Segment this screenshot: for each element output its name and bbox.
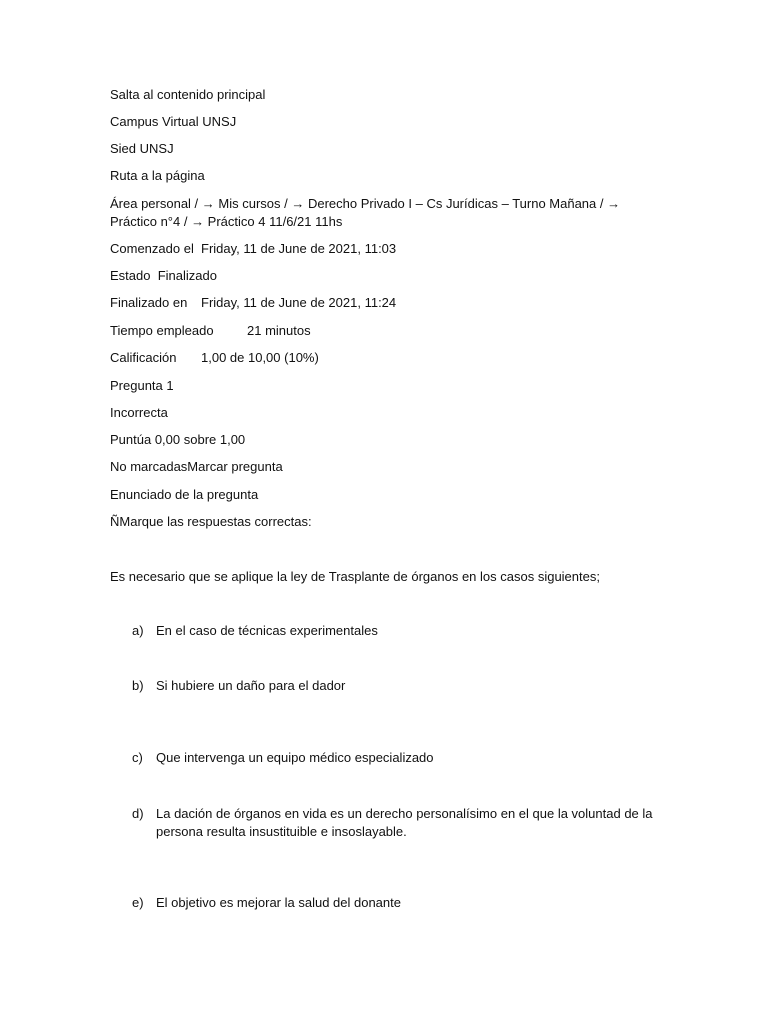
- summary-row-started: [110, 240, 510, 258]
- option-text: La dación de órganos en vida es un derecho personalísimo en el que la voluntad de la persona resulta insustituible e insoslayable.: [156, 806, 653, 839]
- question-stem: Es necesario que se aplique la ley de Trasplante de órganos en los casos siguientes;: [110, 569, 600, 584]
- skip-to-content-link[interactable]: Salta al contenido principal: [110, 87, 266, 102]
- summary-value: Friday, 11 de June de 2021, 11:24: [201, 295, 397, 310]
- breadcrumb-heading: Ruta a la página: [110, 168, 205, 183]
- question-prompt-heading: Enunciado de la pregunta: [110, 487, 259, 502]
- org-name: Sied UNSJ: [110, 141, 174, 156]
- question-state: Incorrecta: [110, 405, 168, 420]
- option-text: El objetivo es mejorar la salud del donante: [156, 895, 401, 910]
- breadcrumb: Área personal / → Mis cursos / → Derecho Privado I – Cs Jurídicas – Turno Mañana / → Práctico n°4 / → Práctico 4 11/6/21 11hs: [110, 196, 621, 229]
- option-letter: c): [132, 750, 143, 765]
- summary-label: Comenzado el: [110, 241, 194, 256]
- summary-row-time: [110, 322, 510, 340]
- summary-value: Friday, 11 de June de 2021, 11:03: [201, 241, 397, 256]
- summary-row-grade: [110, 349, 510, 367]
- summary-label: Estado: [110, 268, 151, 283]
- option-text: Si hubiere un daño para el dador: [156, 678, 346, 693]
- site-name: Campus Virtual UNSJ: [110, 114, 237, 129]
- summary-value: Finalizado: [157, 268, 217, 283]
- option-letter: a): [132, 623, 144, 638]
- option-letter: d): [132, 806, 144, 821]
- option-letter: b): [132, 678, 144, 693]
- summary-label: Finalizado en: [110, 295, 188, 310]
- summary-value: 21 minutos: [247, 323, 311, 338]
- flag-question-toggle[interactable]: No marcadasMarcar pregunta: [110, 459, 283, 474]
- summary-row-finished: [110, 294, 510, 312]
- question-number: Pregunta 1: [110, 378, 174, 393]
- option-text: Que intervenga un equipo médico especializado: [156, 750, 434, 765]
- option-text: En el caso de técnicas experimentales: [156, 623, 378, 638]
- summary-value: 1,00 de 10,00 (10%): [201, 350, 319, 365]
- summary-label: Calificación: [110, 350, 177, 365]
- question-score: Puntúa 0,00 sobre 1,00: [110, 432, 246, 447]
- summary-label: Tiempo empleado: [110, 323, 214, 338]
- summary-row-status: [110, 267, 217, 285]
- option-letter: e): [132, 895, 144, 910]
- question-instruction: ÑMarque las respuestas correctas:: [110, 514, 312, 529]
